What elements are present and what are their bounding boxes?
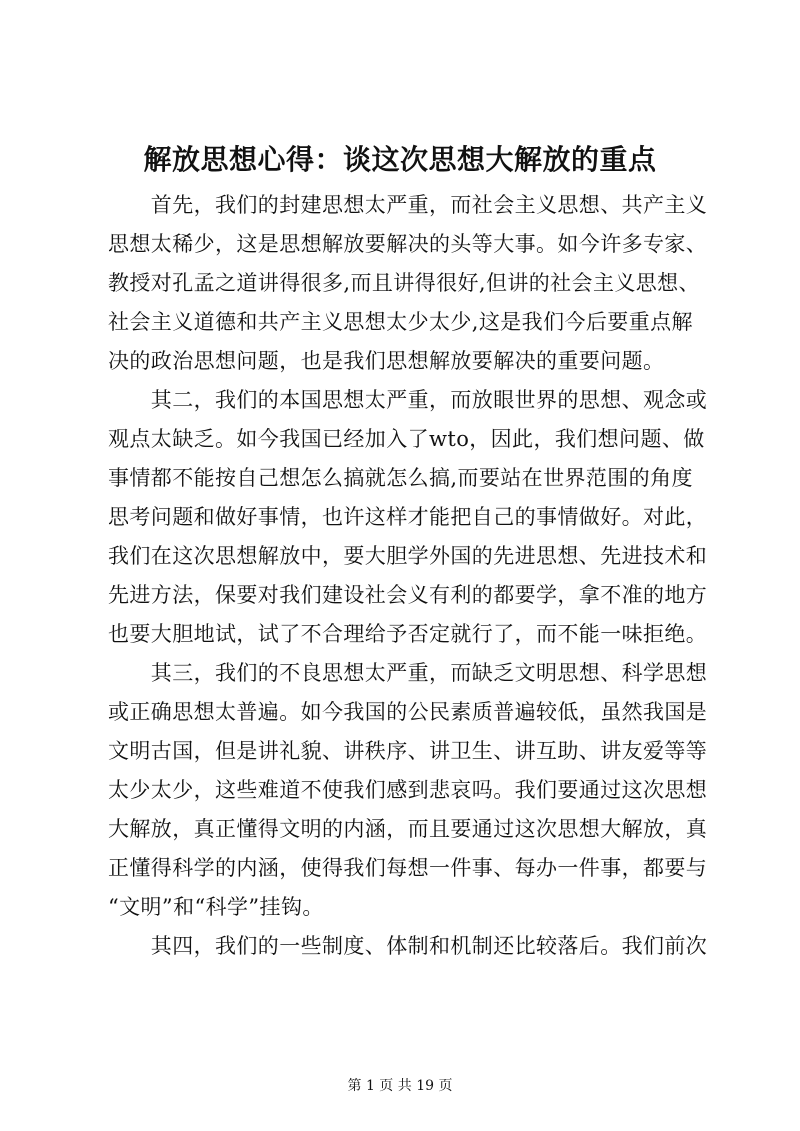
body-line: 事情都不能按自己想怎么搞就怎么搞,而要站在世界范围的角度: [108, 466, 693, 490]
body-line: 其三，我们的不良思想太严重，而缺乏文明思想、科学思想: [108, 661, 708, 685]
body-line: 其四，我们的一些制度、体制和机制还比较落后。我们前次: [108, 934, 708, 958]
body-line: 我们在这次思想解放中，要大胆学外国的先进思想、先进技术和: [108, 544, 708, 568]
body-line: 文明古国，但是讲礼貌、讲秩序、讲卫生、讲互助、讲友爱等等: [108, 739, 708, 763]
body-line: 正懂得科学的内涵，使得我们每想一件事、每办一件事，都要与: [108, 856, 708, 880]
body-line: 教授对孔孟之道讲得很多,而且讲得很好,但讲的社会主义思想、: [108, 271, 700, 295]
page-footer: 第 1 页 共 19 页: [347, 1078, 453, 1094]
body-line: 思考问题和做好事情，也许这样才能把自己的事情做好。对此，: [108, 505, 708, 529]
body-line: 也要大胆地试，试了不合理给予否定就行了，而不能一味拒绝。: [108, 622, 708, 646]
body-line: 首先，我们的封建思想太严重，而社会主义思想、共产主义: [108, 193, 708, 217]
body-line: “文明”和“科学”挂钩。: [108, 895, 324, 919]
body-line: 或正确思想太普遍。如今我国的公民素质普遍较低，虽然我国是: [108, 700, 708, 724]
body-line: 思想太稀少，这是思想解放要解决的头等大事。如今许多专家、: [108, 232, 708, 256]
body-line: 决的政治思想问题，也是我们思想解放要解决的重要问题。: [108, 349, 665, 373]
document-title: 解放思想心得：谈这次思想大解放的重点: [143, 143, 657, 176]
body-line: 大解放，真正懂得文明的内涵，而且要通过这次思想大解放，真: [108, 817, 708, 841]
body-line: 社会主义道德和共产主义思想太少太少,这是我们今后要重点解: [108, 310, 693, 334]
body-line: 其二，我们的本国思想太严重，而放眼世界的思想、观念或: [108, 388, 708, 412]
body-line: 太少太少，这些难道不使我们感到悲哀吗。我们要通过这次思想: [108, 778, 708, 802]
body-line: 先进方法，保要对我们建设社会义有利的都要学，拿不准的地方: [108, 583, 708, 607]
body-line: 观点太缺乏。如今我国已经加入了wto，因此，我们想问题、做: [108, 427, 705, 451]
